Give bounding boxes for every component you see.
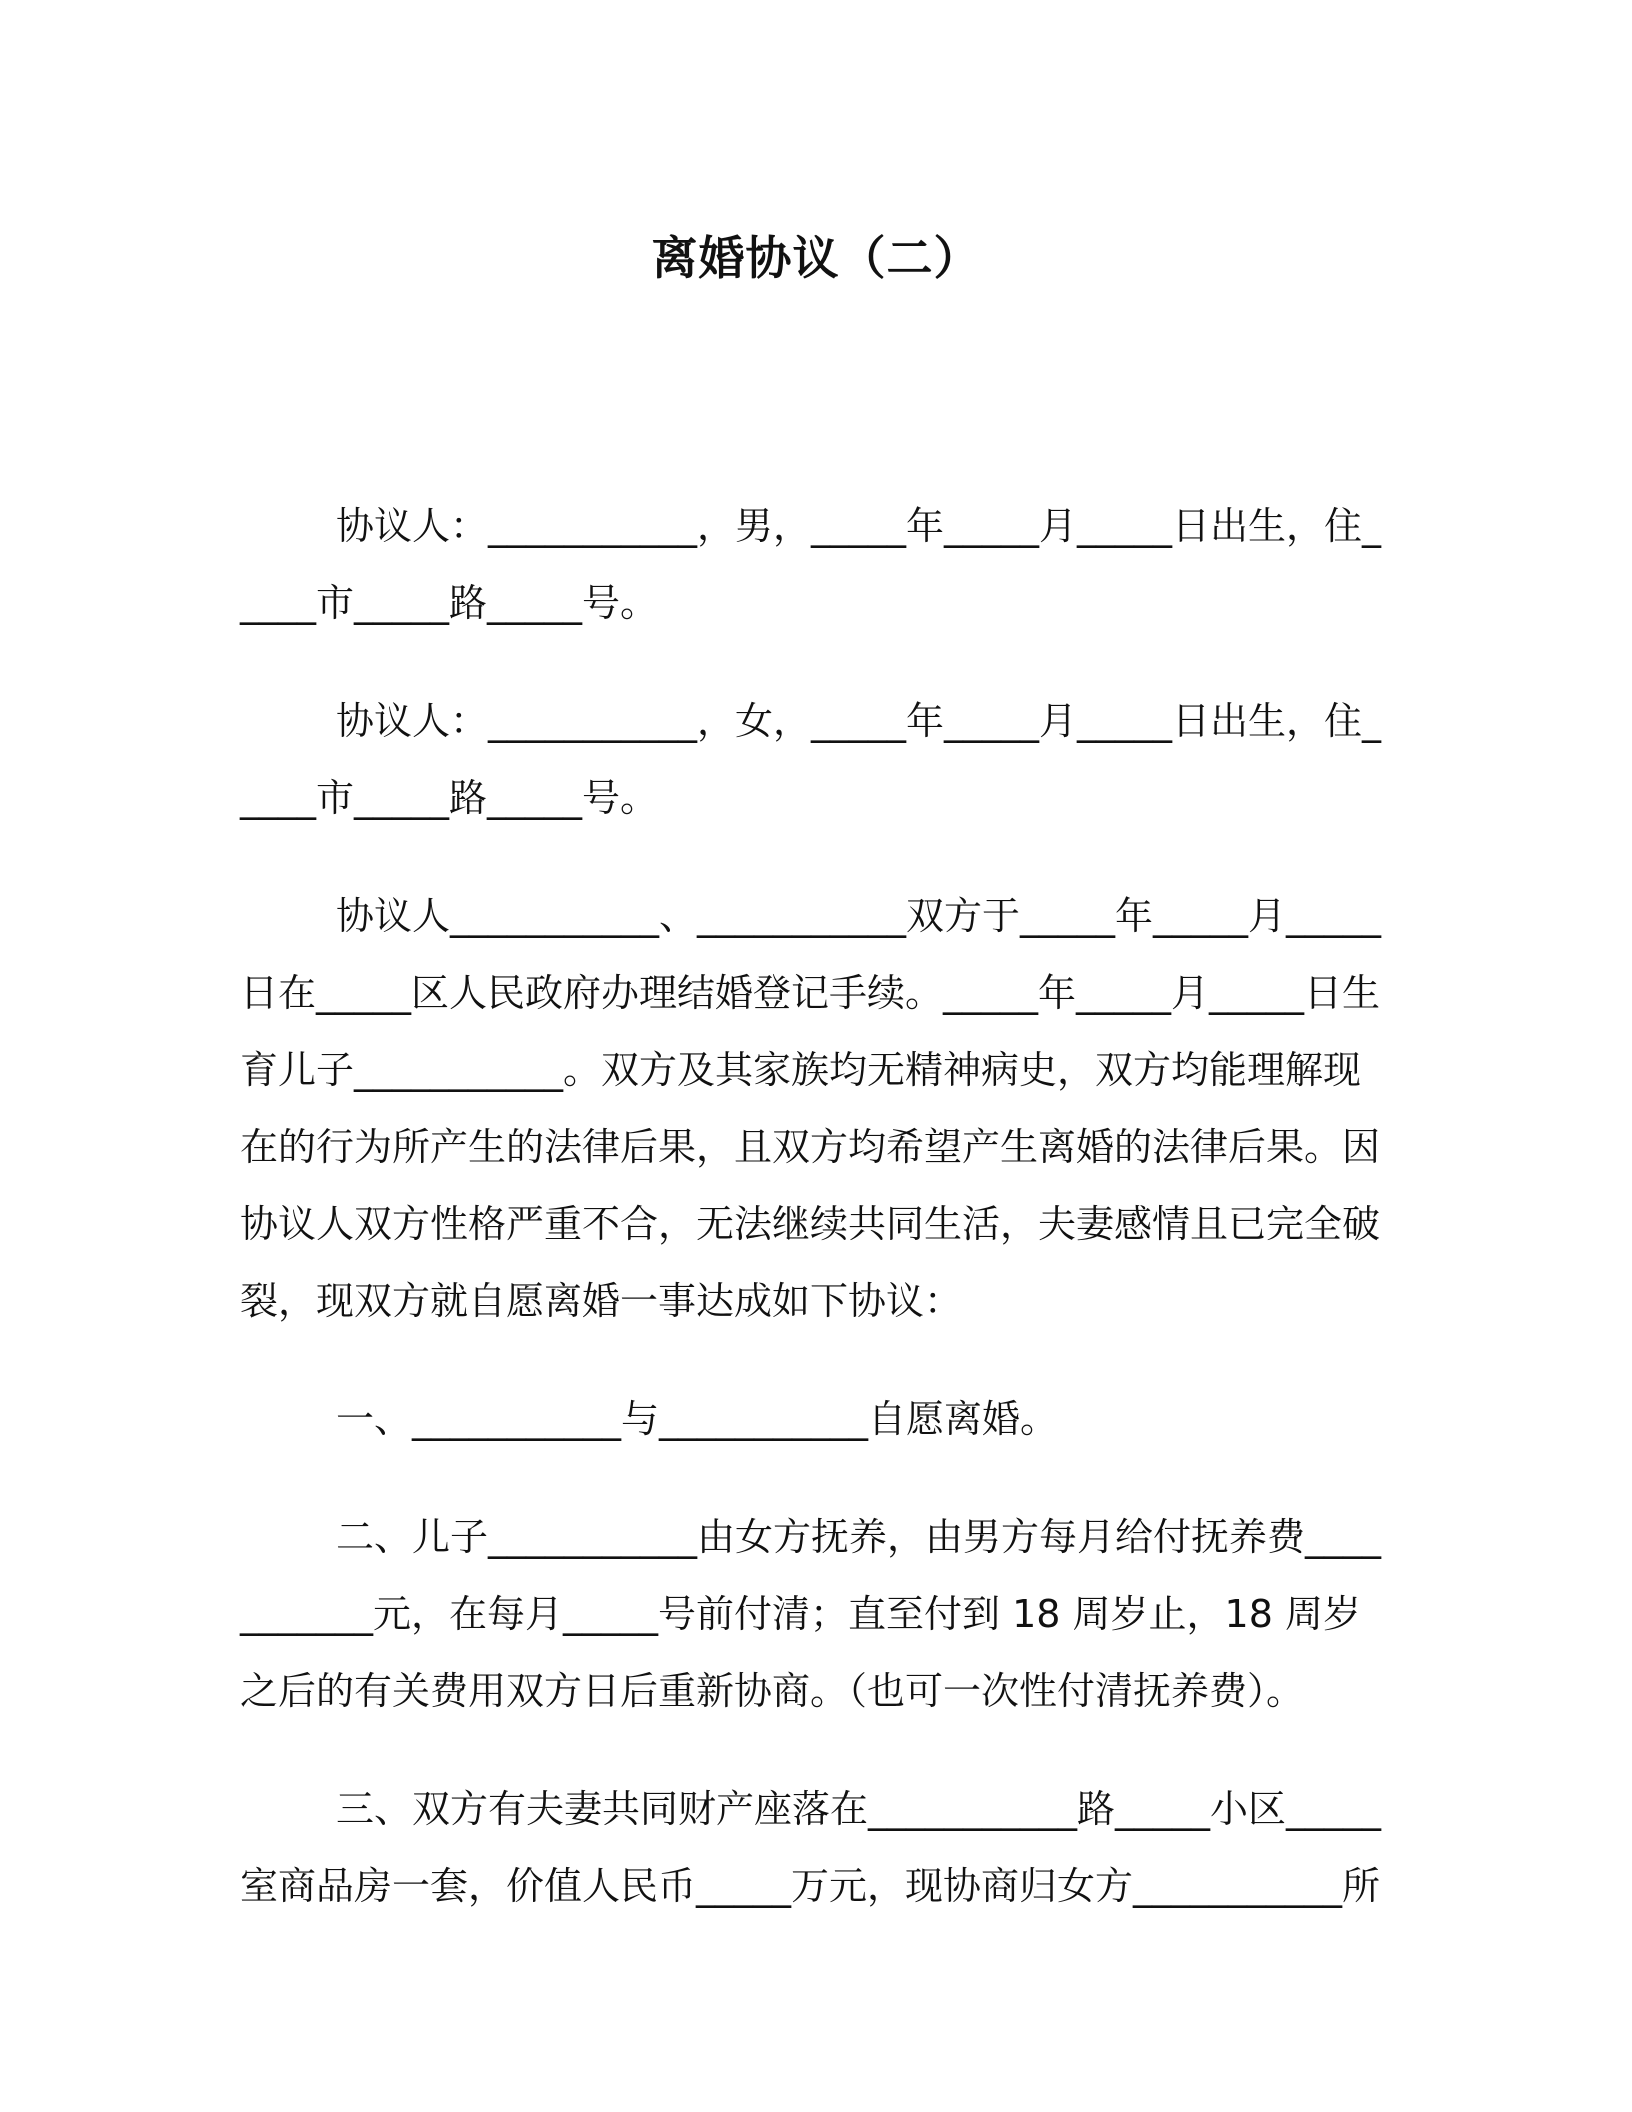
- marriage-background-paragraph: 协议人___________、___________双方于_____年_____月_____日在_____区人民政府办理结婚登记手续。_____年_____月_____日生育儿子___________。双方及其家族均无精神病史，双方均能理解现在的行为所产生的法律后果，且双方均希望产生离婚的法律后果。因协议人双方性格严重不合，无法继续共同生活，夫妻感情且已完全破裂，现双方就自愿离婚一事达成如下协议：: [240, 894, 1382, 1323]
- clause-2-paragraph: 二、儿子___________由女方抚养，由男方每月给付抚养费___________元，在每月_____号前付清；直至付到 18 周岁止，18 周岁之后的有关费用双方日后重新协商。（也可一次性付清抚养费）。: [240, 1515, 1382, 1713]
- document-title: 离婚协议（二）: [651, 231, 981, 285]
- party-female-paragraph: 协议人：___________，女，_____年_____月_____日出生，住_____市_____路_____号。: [240, 699, 1382, 820]
- clause-3-paragraph: 三、双方有夫妻共同财产座落在___________路_____小区_____室商品房一套，价值人民币_____万元，现协商归女方___________所: [240, 1787, 1382, 1908]
- clause-1-paragraph: 一、___________与___________自愿离婚。: [336, 1397, 1059, 1441]
- party-male-paragraph: 协议人：___________，男，_____年_____月_____日出生，住_____市_____路_____号。: [240, 504, 1382, 625]
- document-body: [240, 488, 1390, 1966]
